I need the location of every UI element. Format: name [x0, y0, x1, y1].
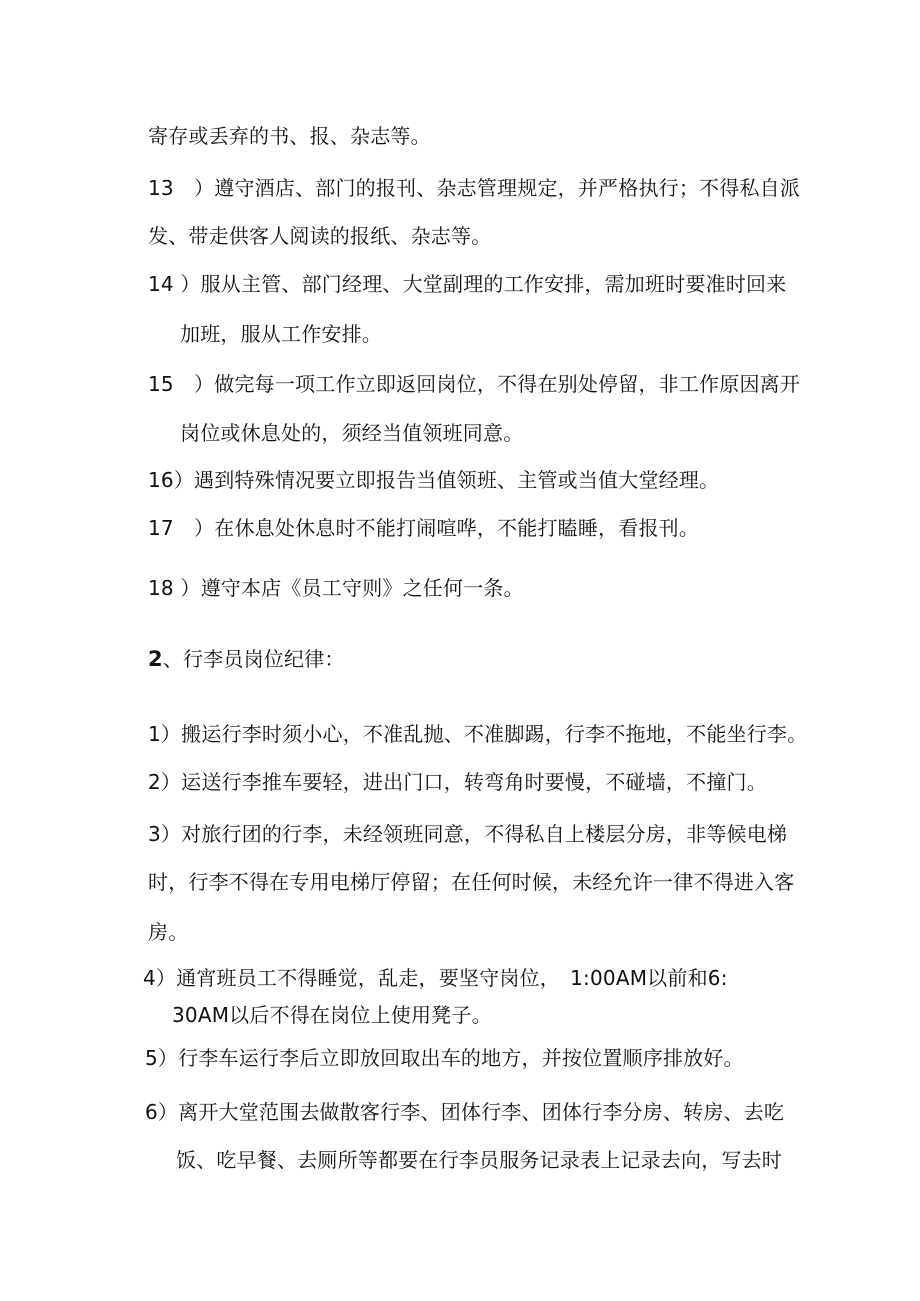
text-line: 3）对旅行团的行李，未经领班同意，不得私自上楼层分房，非等候电梯: [148, 822, 788, 846]
text-line: 15 ）做完每一项工作立即返回岗位，不得在别处停留，非工作原因离开: [148, 372, 801, 396]
text-line: 16）遇到特殊情况要立即报告当值领班、主管或当值大堂经理。: [148, 468, 720, 492]
text-line: 加班，服从工作安排。: [180, 322, 382, 346]
text-line: 饭、吃早餐、去厕所等都要在行李员服务记录表上记录去向，写去时: [176, 1148, 782, 1172]
text-line: 4）通宵班员工不得睡觉，乱走，要坚守岗位， 1:00AM以前和6:: [143, 966, 728, 990]
text-line: 14 ）服从主管、部门经理、大堂副理的工作安排，需加班时要准时回来: [148, 272, 787, 296]
text-line: 13 ）遵守酒店、部门的报刊、杂志管理规定，并严格执行；不得私自派: [148, 176, 801, 200]
text-line: 5）行李车运行李后立即放回取出车的地方，并按位置顺序排放好。: [145, 1046, 744, 1070]
section-heading: [148, 647, 345, 671]
text-line: 2）运送行李推车要轻，进出门口，转弯角时要慢，不碰墙，不撞门。: [148, 770, 767, 794]
text-line: 时，行李不得在专用电梯厅停留；在任何时候，未经允许一律不得进入客: [148, 870, 795, 894]
section-heading-text: 、行李员岗位纪律：: [162, 647, 345, 671]
text-line: 6）离开大堂范围去做散客行李、团体行李、团体行李分房、转房、去吃: [145, 1100, 785, 1124]
text-line: 1）搬运行李时须小心，不准乱抛、不准脚踢，行李不拖地，不能坐行李。: [148, 722, 808, 746]
text-line: 岗位或休息处的，须经当值领班同意。: [180, 421, 524, 445]
text-line: 17 ）在休息处休息时不能打闹喧哗，不能打瞌睡，看报刊。: [148, 516, 700, 540]
text-line: 30AM以后不得在岗位上使用凳子。: [172, 1003, 492, 1027]
section-heading-number: 2: [148, 647, 163, 671]
text-line: 房。: [148, 920, 189, 944]
text-line: 发、带走供客人阅读的报纸、杂志等。: [148, 224, 492, 248]
text-line: 18 ）遵守本店《员工守则》之任何一条。: [148, 576, 524, 600]
text-line: 寄存或丢弃的书、报、杂志等。: [148, 124, 431, 148]
